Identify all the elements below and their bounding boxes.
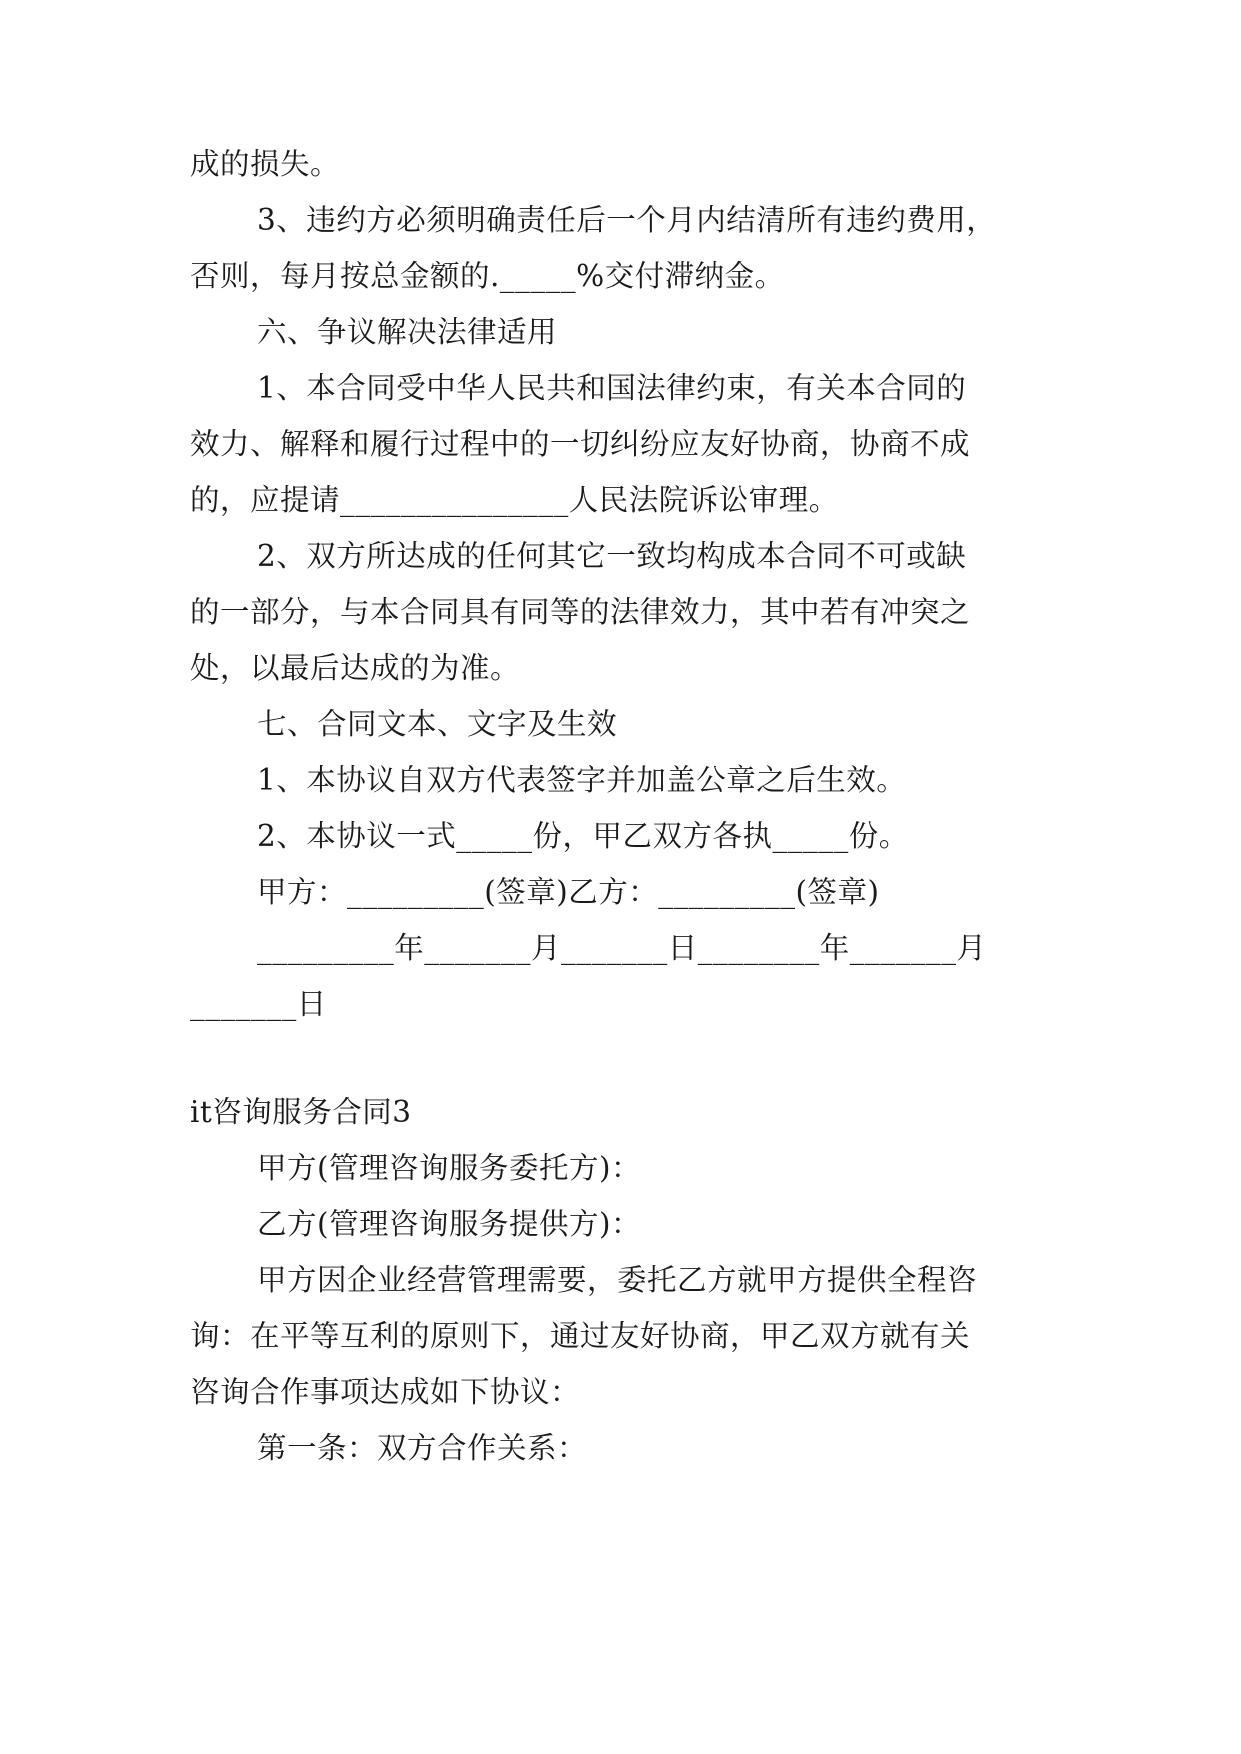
paragraph-line: 的一部分，与本合同具有同等的法律效力，其中若有冲突之: [190, 595, 971, 629]
paragraph-line: 1、本协议自双方代表签字并加盖公章之后生效。: [257, 763, 907, 797]
date-line: _______日: [190, 987, 327, 1021]
signature-line: 甲方：_________(签章)乙方：_________(签章): [257, 875, 880, 909]
paragraph-line: 3、违约方必须明确责任后一个月内结清所有违约费用，: [257, 203, 997, 237]
paragraph-line: 处，以最后达成的为准。: [190, 651, 521, 685]
paragraph-line: 成的损失。: [190, 147, 341, 181]
paragraph-line: 1、本合同受中华人民共和国法律约束，有关本合同的: [257, 371, 967, 405]
section-heading: 第一条：双方合作关系：: [257, 1431, 588, 1465]
paragraph-line: 咨询合作事项达成如下协议：: [190, 1375, 581, 1409]
paragraph-line: 否则，每月按总金额的._____%交付滞纳金。: [190, 259, 785, 293]
section-heading: 七、合同文本、文字及生效: [257, 707, 618, 741]
paragraph-line: 2、双方所达成的任何其它一致均构成本合同不可或缺: [257, 539, 967, 573]
paragraph-line: 2、本协议一式_____份，甲乙双方各执_____份。: [257, 819, 909, 853]
document-title: it咨询服务合同3: [190, 1095, 412, 1129]
paragraph-line: 效力、解释和履行过程中的一切纠纷应友好协商，协商不成: [190, 427, 971, 461]
section-heading: 六、争议解决法律适用: [257, 315, 558, 349]
paragraph-line: 的，应提请_______________人民法院诉讼审理。: [190, 483, 839, 517]
party-line: 甲方(管理咨询服务委托方)：: [257, 1151, 642, 1185]
paragraph-line: 甲方因企业经营管理需要，委托乙方就甲方提供全程咨: [257, 1263, 978, 1297]
party-line: 乙方(管理咨询服务提供方)：: [257, 1207, 642, 1241]
paragraph-line: 询：在平等互利的原则下，通过友好协商，甲乙双方就有关: [190, 1319, 971, 1353]
date-line: _________年_______月_______日________年_______月: [257, 931, 987, 965]
